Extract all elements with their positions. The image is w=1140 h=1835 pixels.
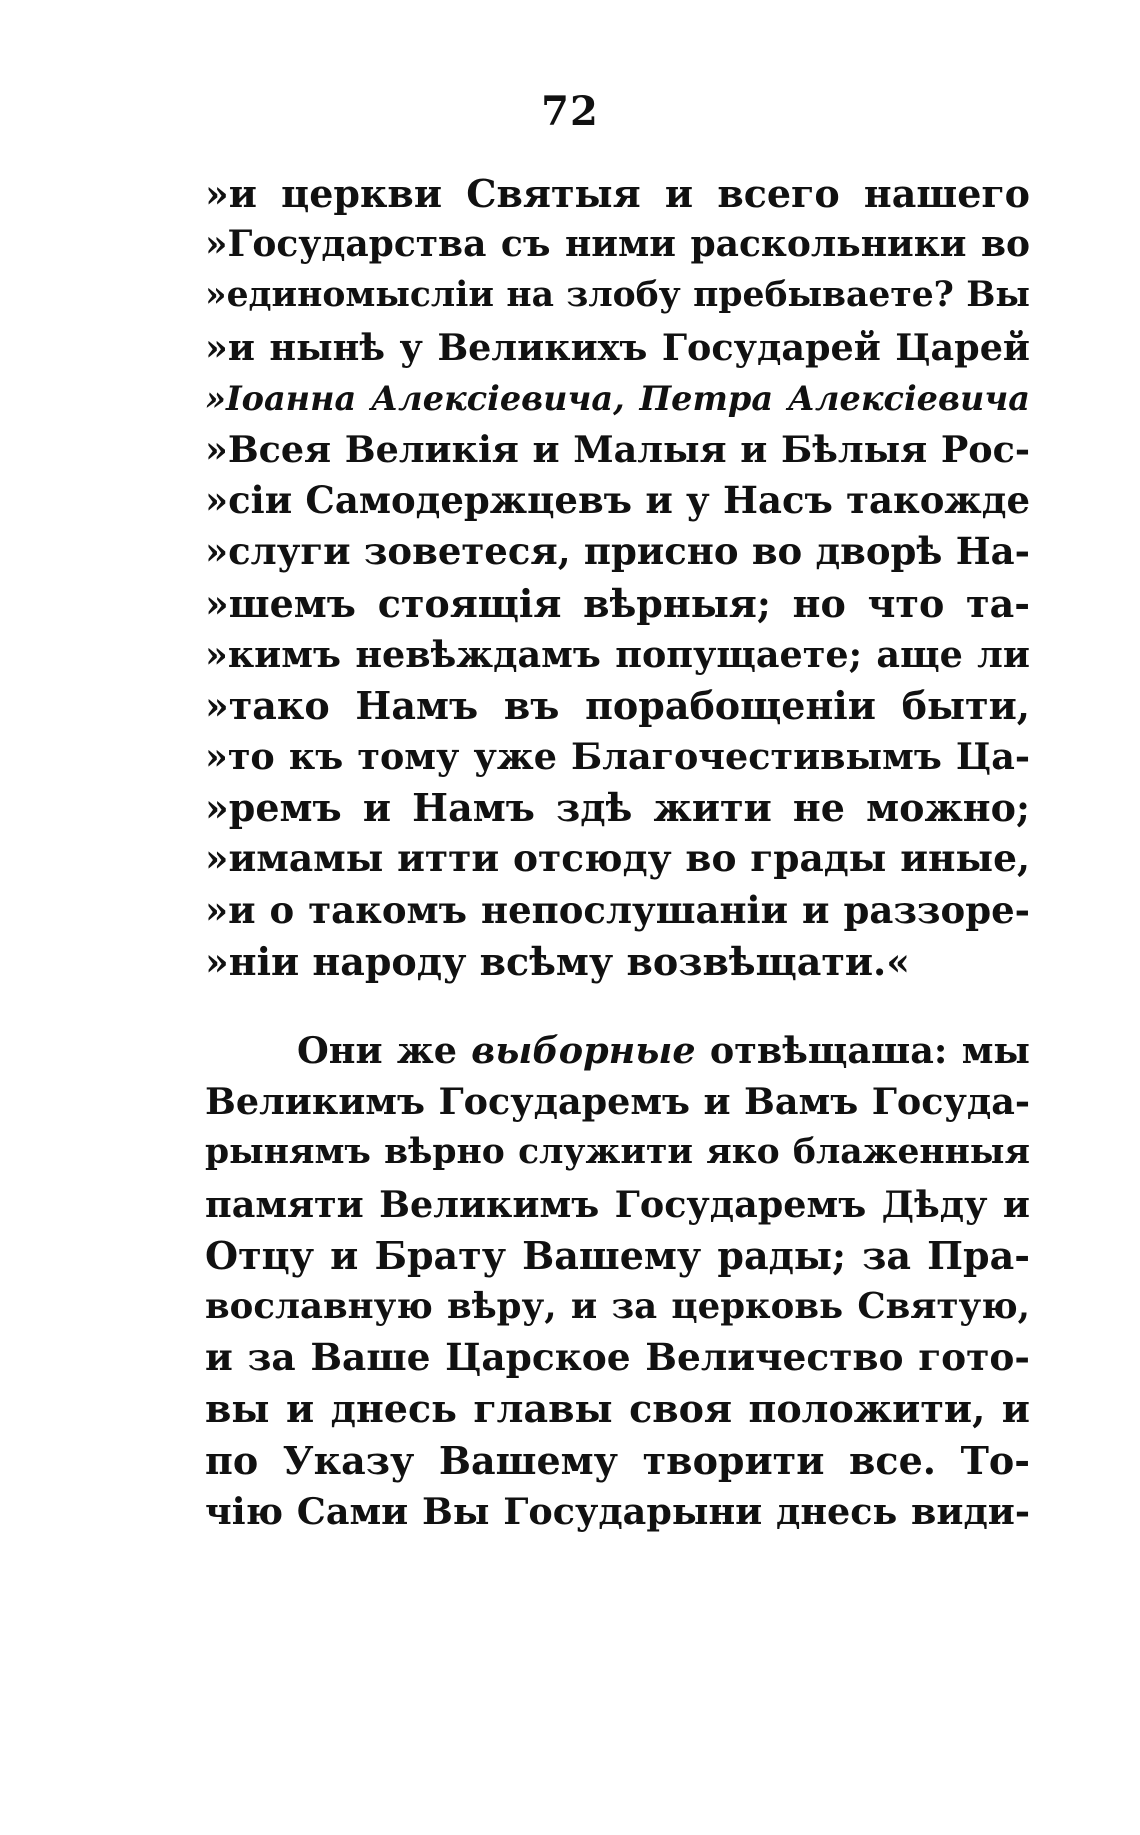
text-line: »шемъ стоящія вѣрныя; но что та- (205, 580, 1030, 626)
text-line: »слуги зоветеся, присно во дворѣ На- (205, 529, 1030, 574)
text-line: »ніи народу всѣму возвѣщати.« (205, 938, 911, 984)
text-line: »то къ тому уже Благочестивымъ Ца- (205, 735, 1030, 779)
italic-vybornye: выборные (471, 1029, 696, 1072)
paragraph-first-line (205, 1025, 1030, 1076)
paragraph-block (205, 1025, 1030, 1537)
text-line: »и о такомъ непослушаніи и раззоре- (205, 887, 1030, 932)
text-line: по Указу Вашему творити все. То- (205, 1437, 1030, 1483)
quote-block (205, 168, 1030, 987)
italic-name-petr: Петра Алексіевича (639, 378, 1030, 418)
text-line: »единомысліи на злобу пребываете? Вы (205, 275, 1030, 316)
text-line: памяти Великимъ Государемъ Дѣду и (205, 1182, 1030, 1226)
text-line: чію Сами Вы Государыни днесь види- (205, 1489, 1030, 1533)
text-line: рынямъ вѣрно служити яко блаженныя (205, 1132, 1030, 1173)
text-line: и за Ваше Царское Величество гото- (205, 1335, 1030, 1380)
text-line: »и нынѣ у Великихъ Государей Царей (205, 325, 1030, 369)
page-number: 72 (541, 88, 599, 135)
first-line-after: отвѣщаша: мы (709, 1029, 1030, 1072)
text-line: »имамы итти отсюду во грады иные, (205, 836, 1030, 881)
text-line: »ремъ и Намъ здѣ жити не можно; (205, 785, 1030, 831)
text-line: Великимъ Государемъ и Вамъ Госуда- (205, 1080, 1030, 1124)
text-line: »и церкви Святыя и всего нашего (205, 171, 1030, 216)
text-line: »тако Намъ въ порабощеніи быти, (205, 682, 1030, 728)
text-line: »Всея Великія и Малыя и Бѣлыя Рос- (205, 427, 1030, 471)
text-line: »сіи Самодержцевъ и у Насъ такожде (205, 478, 1030, 523)
italic-name-ioann: »Іоанна Алексіевича, (205, 378, 625, 418)
text-line: »кимъ невѣждамъ попущаете; аще ли (205, 632, 1030, 676)
text-line: вославную вѣру, и за церковь Святую, (205, 1285, 1030, 1327)
text-line-italic (205, 373, 1030, 424)
text-line: Отцу и Брату Вашему рады; за Пра- (205, 1232, 1030, 1278)
text-line: вы и днесь главы своя положити, и (205, 1386, 1030, 1432)
text-line: »Государства съ ними раскольники во (205, 223, 1030, 266)
first-line-before: Они же (297, 1029, 457, 1072)
